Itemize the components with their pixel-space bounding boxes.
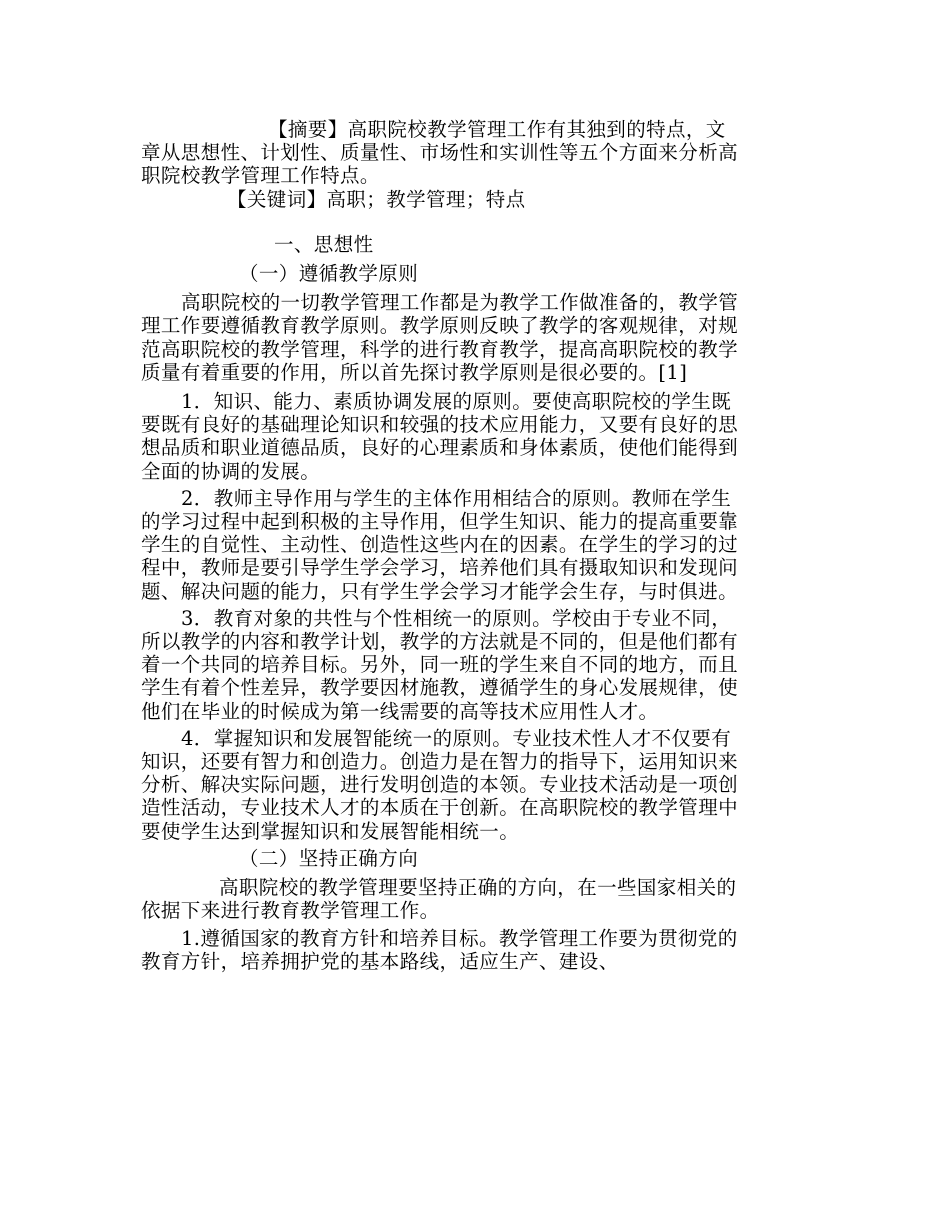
principle-item-4: 4．掌握知识和发展智能统一的原则。专业技术性人才不仅要有知识，还要有智力和创造力。创造力是在智力的指导下，运用知识来分析、解决实际问题，进行发明创造的本领。专业技术活动是一项创造性活动，专业技术人才的本质在于创新。在高职院校的教学管理中要使学生达到掌握知识和发展智能相统一。 xyxy=(141,726,739,843)
principle-item-1: 1．知识、能力、素质协调发展的原则。要使高职院校的学生既要既有良好的基础理论知识和较强的技术应用能力，又要有良好的思想品质和职业道德品质，良好的心理素质和身体素质，使他们能得到全面的协调的发展。 xyxy=(141,390,739,483)
principle-item-2: 2．教师主导作用与学生的主体作用相结合的原则。教师在学生的学习过程中起到积极的主导作用，但学生知识、能力的提高重要靠学生的自觉性、主动性、创造性这些内在的因素。在学生的学习的过程中，教师是要引导学生学会学习，培养他们具有摄取知识和发现问题、解决问题的能力，只有学生学会学习才能学会生存，与时俱进。 xyxy=(141,486,739,603)
section-heading-thought: 一、思想性 xyxy=(274,232,374,256)
keywords-line: 【关键词】高职；教学管理；特点 xyxy=(227,187,526,211)
principles-intro-paragraph: 高职院校的一切教学管理工作都是为教学工作做准备的，教学管理工作要遵循教育教学原则。教学原则反映了教学的客观规律，对规范高职院校的教学管理，科学的进行教育教学，提高高职院校的教学质量有着重要的作用，所以首先探讨教学原则是很必要的。[1] xyxy=(141,291,739,384)
principle-item-3: 3．教育对象的共性与个性相统一的原则。学校由于专业不同，所以教学的内容和教学计划，教学的方法就是不同的，但是他们都有着一个共同的培养目标。另外，同一班的学生来自不同的地方，而且学生有着个性差异，教学要因材施教，遵循学生的身心发展规律，使他们在毕业的时候成为第一线需要的高等技术应用性人才。 xyxy=(141,606,739,723)
subsection-heading-direction: （二）坚持正确方向 xyxy=(239,846,419,870)
subsection-heading-principles: （一）遵循教学原则 xyxy=(239,262,419,286)
direction-intro-paragraph: 高职院校的教学管理要坚持正确的方向，在一些国家相关的依据下来进行教育教学管理工作。 xyxy=(141,876,737,923)
direction-item-1: 1.遵循国家的教育方针和培养目标。教学管理工作要为贯彻党的教育方针，培养拥护党的基本路线，适应生产、建设、 xyxy=(141,926,738,973)
abstract-paragraph: 【摘要】高职院校教学管理工作有其独到的特点，文章从思想性、计划性、质量性、市场性和实训性等五个方面来分析高职院校教学管理工作特点。 xyxy=(141,118,739,188)
document-body xyxy=(141,112,745,977)
